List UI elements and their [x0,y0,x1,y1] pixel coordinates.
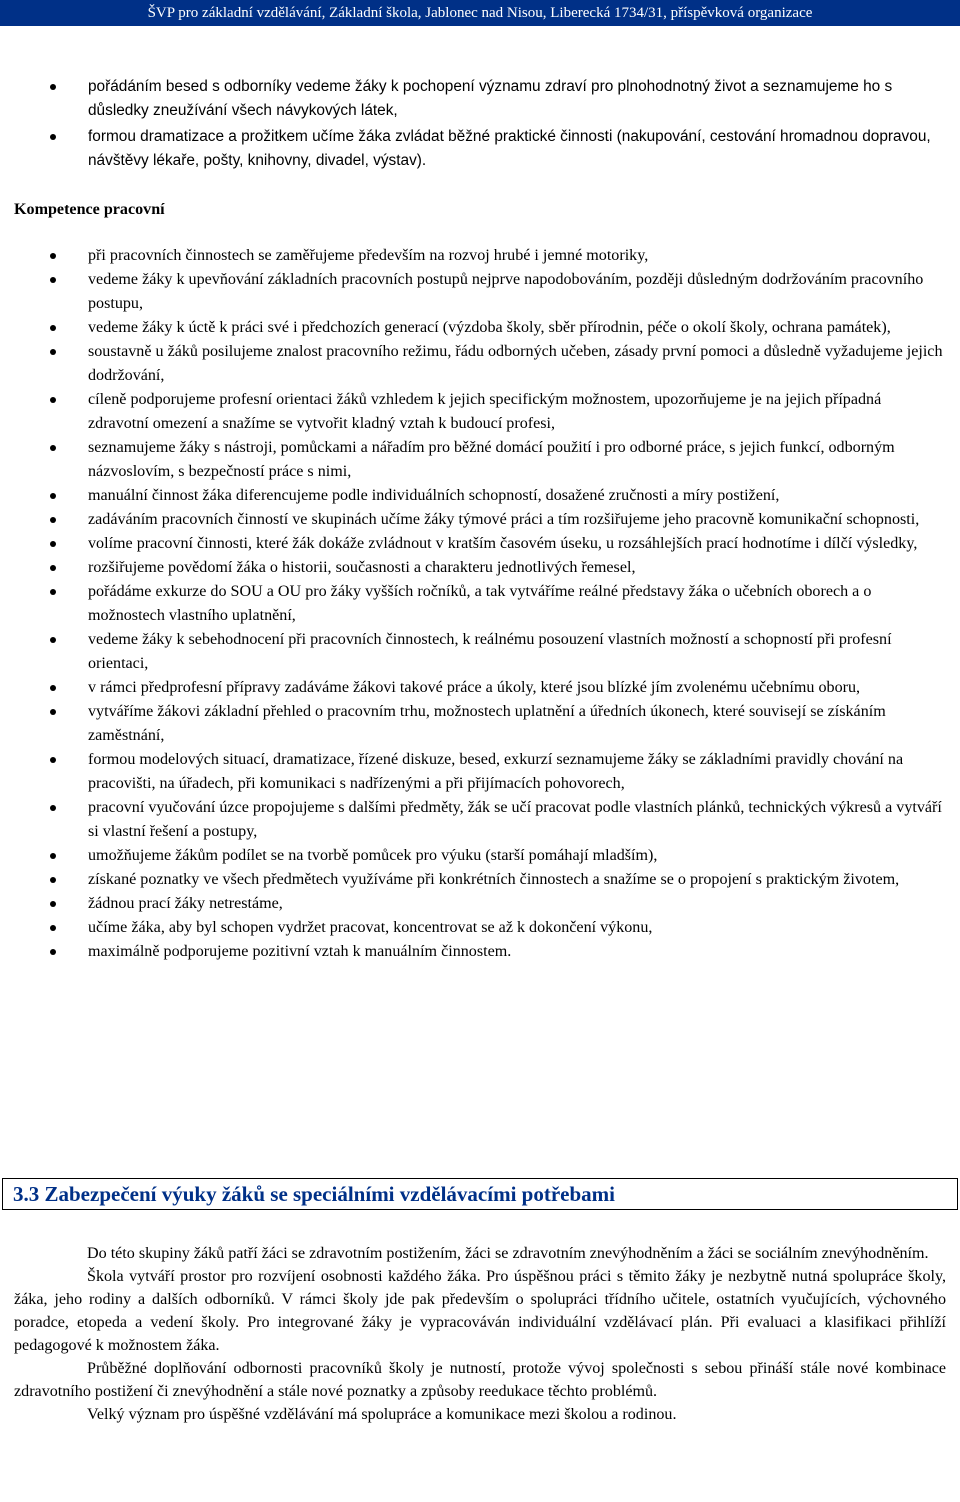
bullet-icon [50,493,56,499]
paragraph: Do této skupiny žáků patří žáci se zdravotním postižením, žáci se zdravotním znevýhodněním a žáci se sociálním znevýhodněním. [87,1245,929,1262]
bullet-icon [50,253,56,259]
bullet-icon [50,349,56,355]
bullet-icon [50,757,56,763]
bullet-icon [50,709,56,715]
list-item: manuální činnost žáka diferencujeme podle individuálních schopností, dosažené zručnosti a míry postižení, [0,484,960,508]
bullet-icon [50,517,56,523]
bullet-icon [50,565,56,571]
section-heading: 3.3 Zabezpečení výuky žáků se speciálními vzdělávacími potřebami [2,1178,958,1210]
list-item: volíme pracovní činnosti, které žák dokáže zvládnout v kratším časovém úseku, u rozsáhlejších prací hodnotíme i dílčí výsledky, [0,532,960,556]
list-item: v rámci předprofesní přípravy zadáváme žákovi takové práce a úkoly, které jsou blízké jím zvolenému učebnímu oboru, [0,676,960,700]
list-item: vedeme žáky k sebehodnocení při pracovních činnostech, k reálnému posouzení vlastních možností a schopností při profesní orientaci, [0,628,960,676]
paragraph: Průběžné doplňování odbornosti pracovníků školy je nutností, protože vývoj společnosti s sebou přináší stále nové kombinace zdravotního postižení či znevýhodnění a stále nové poznatky a způsoby reedukace těchto problémů. [14,1360,946,1400]
section-body [14,1242,946,1426]
bullet-icon [50,805,56,811]
bullet-icon [50,901,56,907]
list-item: žádnou prací žáky netrestáme, [0,892,960,916]
list-item: formou dramatizace a prožitkem učíme žáka zvládat běžné praktické činnosti (nakupování, cestování hromadnou dopravou, návštěvy lékaře, pošty, knihovny, divadel, výstav). [0,125,960,173]
list-item: pořádáním besed s odborníky vedeme žáky k pochopení významu zdraví pro plnohodnotný život a seznamujeme ho s důsledky zneužívání všech návykových látek, [0,75,960,123]
header-title: ŠVP pro základní vzdělávání, Základní škola, Jablonec nad Nisou, Liberecká 1734/31, příspěvková organizace [147,5,813,21]
list-item: zadáváním pracovních činností ve skupinách učíme žáky týmové práci a tím rozšiřujeme jeho pracovně komunikační schopnosti, [0,508,960,532]
list-item: vytváříme žákovi základní přehled o pracovním trhu, možnostech uplatnění a úředních úkonech, které souvisejí se získáním zaměstnání, [0,700,960,748]
document-header [0,0,960,26]
intro-bullet-list [0,75,960,173]
bullet-icon [50,397,56,403]
bullet-icon [50,949,56,955]
list-item: maximálně podporujeme pozitivní vztah k manuálním činnostem. [0,940,960,964]
list-item: formou modelových situací, dramatizace, řízené diskuze, besed, exkurzí seznamujeme žáky se základními pravidly chování na pracovišti, na úřadech, při komunikaci s nadřízenými a při přijímacích pohovorech, [0,748,960,796]
list-item: získané poznatky ve všech předmětech využíváme při konkrétních činnostech a snažíme se o propojení s praktickým životem, [0,868,960,892]
bullet-icon [50,685,56,691]
list-item: při pracovních činnostech se zaměřujeme především na rozvoj hrubé i jemné motoriky, [0,244,960,268]
list-item: rozšiřujeme povědomí žáka o historii, současnosti a charakteru jednotlivých řemesel, [0,556,960,580]
bullet-icon [50,325,56,331]
list-item: pořádáme exkurze do SOU a OU pro žáky vyšších ročníků, a tak vytváříme reálné představy žáka o učebních oborech a o možnostech vlastního uplatnění, [0,580,960,628]
work-competence-list [0,244,960,964]
bullet-icon [50,541,56,547]
bullet-icon [50,134,56,140]
paragraph: Škola vytváří prostor pro rozvíjení osobnosti každého žáka. Pro úspěšnou práci s těmito žáky je nezbytně nutná spolupráce školy, žáka, jeho rodiny a dalších odborníků. V rámci školy jde pak především o spolupráci třídního učitele, ostatních vyučujících, výchovného poradce, etopeda a vedení školy. Pro integrované žáky je vypracováván individuální vzdělávací plán. Při evaluaci a klasifikaci přihlíží pedagogové k možnostem žáka. [14,1268,946,1354]
bullet-icon [50,877,56,883]
list-item: umožňujeme žákům podílet se na tvorbě pomůcek pro výuku (starší pomáhají mladším), [0,844,960,868]
list-item: cíleně podporujeme profesní orientaci žáků vzhledem k jejich specifickým možnostem, upozorňujeme je na jejich případná zdravotní omezení a snažíme se vytvořit kladný vztah k budoucí profesi, [0,388,960,436]
list-item: učíme žáka, aby byl schopen vydržet pracovat, koncentrovat se až k dokončení výkonu, [0,916,960,940]
list-item: vedeme žáky k upevňování základních pracovních postupů nejprve napodobováním, později důsledným dodržováním pracovního postupu, [0,268,960,316]
list-item: vedeme žáky k úctě k práci své i předchozích generací (výzdoba školy, sběr přírodnin, péče o okolí školy, ochrana památek), [0,316,960,340]
work-competence-heading: Kompetence pracovní [14,201,165,218]
bullet-icon [50,925,56,931]
bullet-icon [50,445,56,451]
bullet-icon [50,589,56,595]
paragraph: Velký význam pro úspěšné vzdělávání má spolupráce a komunikace mezi školou a rodinou. [87,1406,677,1423]
list-item: pracovní vyučování úzce propojujeme s dalšími předměty, žák se učí pracovat podle vlastních plánků, technických výkresů a vytváří si vlastní řešení a postupy, [0,796,960,844]
bullet-icon [50,84,56,90]
bullet-icon [50,277,56,283]
bullet-icon [50,853,56,859]
list-item: soustavně u žáků posilujeme znalost pracovního režimu, řádu odborných učeben, zásady první pomoci a důsledně vyžadujeme jejich dodržování, [0,340,960,388]
list-item: seznamujeme žáky s nástroji, pomůckami a nářadím pro běžné domácí použití i pro odborné práce, s jejich funkcí, odborným názvoslovím, s bezpečností práce s nimi, [0,436,960,484]
bullet-icon [50,637,56,643]
